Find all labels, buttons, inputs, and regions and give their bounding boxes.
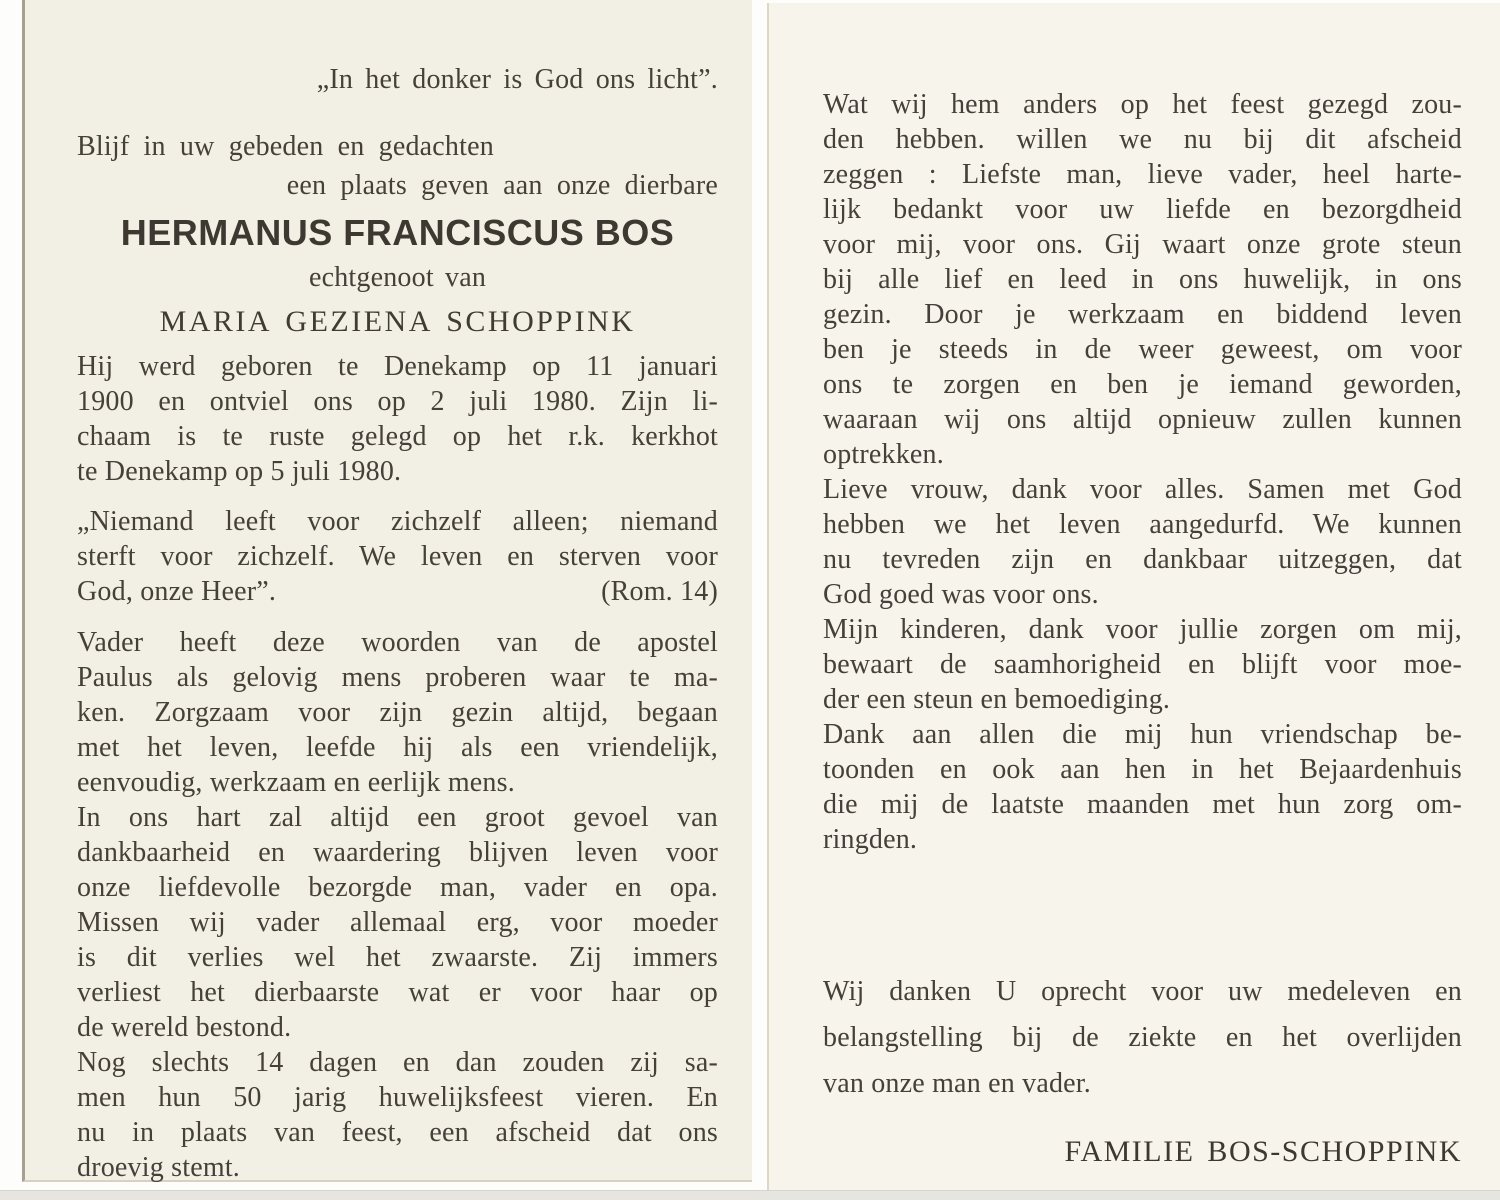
text-line: Vader heeft deze woorden van de apostel bbox=[77, 627, 718, 658]
memorial-paragraph-2 bbox=[77, 800, 718, 1045]
text-line: nu tevreden zijn en dankbaar uitzeggen, dat bbox=[823, 544, 1462, 575]
memorial-card-right-page bbox=[767, 3, 1500, 1191]
text-line: Paulus als gelovig mens proberen waar te ma- bbox=[77, 662, 718, 693]
text-line: dankbaarheid en waardering blijven leven voor bbox=[77, 837, 718, 868]
text-line: 1900 en ontviel ons op 2 juli 1980. Zijn li- bbox=[77, 386, 718, 417]
text-line: gezin. Door je werkzaam en biddend leven bbox=[823, 299, 1462, 330]
text-line: is dit verlies wel het zwaarste. Zij immers bbox=[77, 942, 718, 973]
text-line: sterft voor zichzelf. We leven en sterven voor bbox=[77, 541, 718, 572]
text-line: ringden. bbox=[823, 824, 918, 855]
birth-death-paragraph bbox=[77, 349, 718, 489]
text-line: bewaart de saamhorigheid en blijft voor moe- bbox=[823, 649, 1462, 680]
scan-bottom-edge bbox=[0, 1190, 1500, 1200]
family-signature: FAMILIE BOS-SCHOPPINK bbox=[1064, 1135, 1462, 1168]
text-line: Nog slechts 14 dagen en dan zouden zij sa- bbox=[77, 1047, 718, 1078]
scripture-quote-lines bbox=[77, 504, 718, 574]
spouse-name: MARIA GEZIENA SCHOPPINK bbox=[159, 305, 636, 338]
text-line: eenvoudig, werkzaam en eerlijk mens. bbox=[77, 767, 515, 798]
text-line: der een steun en bemoediging. bbox=[823, 684, 1171, 715]
text-line: de wereld bestond. bbox=[77, 1012, 292, 1043]
farewell-paragraph bbox=[823, 87, 1462, 472]
memorial-paragraph-3 bbox=[77, 1045, 718, 1185]
text-line: ken. Zorgzaam voor zijn gezin altijd, begaan bbox=[77, 697, 718, 728]
text-line: met het leven, leefde hij als een vriendelijk, bbox=[77, 732, 718, 763]
text-line: droevig stemt. bbox=[77, 1152, 240, 1183]
text-line: van onze man en vader. bbox=[823, 1068, 1091, 1099]
text-line: waaraan wij ons altijd opnieuw zullen kunnen bbox=[823, 404, 1462, 435]
opening-quote: „In het donker is God ons licht”. bbox=[316, 64, 718, 95]
text-line: „Niemand leeft voor zichzelf alleen; niemand bbox=[77, 506, 718, 537]
memorial-card-left-page bbox=[22, 0, 752, 1182]
intro-line-2: een plaats geven aan onze dierbare bbox=[286, 170, 718, 201]
text-line: zeggen : Liefste man, lieve vader, heel harte- bbox=[823, 159, 1462, 190]
text-line: nu in plaats van feest, een afscheid dat ons bbox=[77, 1117, 718, 1148]
text-line: In ons hart zal altijd een groot gevoel van bbox=[77, 802, 718, 833]
text-line: Mijn kinderen, dank voor jullie zorgen om mij, bbox=[823, 614, 1462, 645]
text-line: men hun 50 jarig huwelijksfeest vieren. En bbox=[77, 1082, 718, 1113]
text-line: chaam is te ruste gelegd op het r.k. kerkhot bbox=[77, 421, 718, 452]
text-line: verliest het dierbaarste wat er voor haar op bbox=[77, 977, 718, 1008]
text-line: Missen wij vader allemaal erg, voor moeder bbox=[77, 907, 718, 938]
relation-line: echtgenoot van bbox=[308, 262, 487, 293]
scripture-reference: (Rom. 14) bbox=[601, 576, 718, 607]
text-line: Lieve vrouw, dank voor alles. Samen met God bbox=[823, 474, 1462, 505]
intro-line-1: Blijf in uw gebeden en gedachten bbox=[77, 131, 494, 162]
thanks-children-paragraph bbox=[823, 612, 1462, 717]
thanks-wife-paragraph bbox=[823, 472, 1462, 612]
text-line: ons te zorgen en ben je iemand geworden, bbox=[823, 369, 1462, 400]
text-line: toonden en ook aan hen in het Bejaardenhuis bbox=[823, 754, 1462, 785]
text-line: Dank aan allen die mij hun vriendschap be- bbox=[823, 719, 1462, 750]
text-line: optrekken. bbox=[823, 439, 944, 470]
text-line: ben je steeds in de weer geweest, om voor bbox=[823, 334, 1462, 365]
text-line: den hebben. willen we nu bij dit afscheid bbox=[823, 124, 1462, 155]
text-line: Wat wij hem anders op het feest gezegd zou- bbox=[823, 89, 1462, 120]
text-line: te Denekamp op 5 juli 1980. bbox=[77, 456, 402, 487]
text-line: lijk bedankt voor uw liefde en bezorgdheid bbox=[823, 194, 1462, 225]
scripture-closing: God, onze Heer”. bbox=[77, 576, 277, 607]
acknowledgement-paragraph bbox=[823, 969, 1462, 1107]
text-line: Hij werd geboren te Denekamp op 11 januari bbox=[77, 351, 718, 382]
thanks-friends-paragraph bbox=[823, 717, 1462, 857]
scripture-last-line bbox=[77, 574, 718, 609]
text-line: voor mij, voor ons. Gij waart onze grote steun bbox=[823, 229, 1462, 260]
text-line: belangstelling bij de ziekte en het overlijden bbox=[823, 1022, 1462, 1053]
text-line: Wij danken U oprecht voor uw medeleven en bbox=[823, 976, 1462, 1007]
text-line: hebben we het leven aangedurfd. We kunnen bbox=[823, 509, 1462, 540]
memorial-paragraph-1 bbox=[77, 625, 718, 800]
deceased-name: HERMANUS FRANCISCUS BOS bbox=[120, 212, 675, 253]
text-line: God goed was voor ons. bbox=[823, 579, 1099, 610]
text-line: die mij de laatste maanden met hun zorg om- bbox=[823, 789, 1462, 820]
text-line: bij alle lief en leed in ons huwelijk, in ons bbox=[823, 264, 1462, 295]
text-line: onze liefdevolle bezorgde man, vader en opa. bbox=[77, 872, 718, 903]
